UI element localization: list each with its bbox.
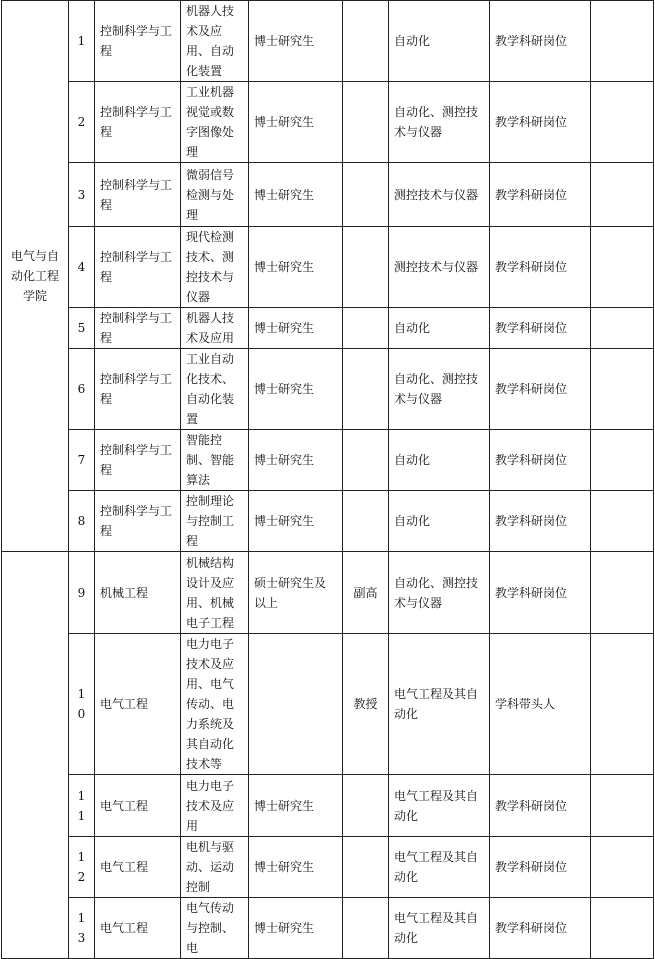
title-cell [343,82,389,163]
table-row [2,308,654,349]
degree-cell: 博士研究生 [249,837,343,898]
discipline-cell: 电气工程及其自动化 [389,775,490,837]
degree-cell: 博士研究生 [249,430,343,491]
major-cell: 控制科学与工程 [95,163,181,227]
discipline-cell: 自动化、测控技术与仪器 [389,349,490,430]
row-number: 4 [69,227,95,308]
title-cell [343,227,389,308]
direction-cell: 机器人技术及应用、自动化装置 [181,1,249,82]
degree-cell: 硕士研究生及以上 [249,552,343,634]
post-cell: 教学科研岗位 [490,308,591,349]
row-number: 3 [69,163,95,227]
direction-cell: 机械结构设计及应用、机械电子工程 [181,552,249,634]
degree-cell: 博士研究生 [249,775,343,837]
degree-cell: 博士研究生 [249,1,343,82]
table-row [2,552,654,634]
row-number: 1 [69,1,95,82]
remark-cell [591,491,654,552]
degree-cell: 博士研究生 [249,898,343,959]
degree-cell: 博士研究生 [249,82,343,163]
post-cell: 教学科研岗位 [490,163,591,227]
post-cell: 教学科研岗位 [490,491,591,552]
remark-cell [591,308,654,349]
recruitment-table [1,0,654,959]
row-number: 5 [69,308,95,349]
remark-cell [591,775,654,837]
degree-cell: 博士研究生 [249,308,343,349]
title-cell: 教授 [343,634,389,775]
remark-cell [591,634,654,775]
college-continued-cell [2,552,69,959]
table-row [2,430,654,491]
table-row [2,491,654,552]
table-row [2,227,654,308]
major-cell: 控制科学与工程 [95,491,181,552]
title-cell [343,1,389,82]
major-cell: 电气工程 [95,775,181,837]
discipline-cell: 自动化 [389,430,490,491]
remark-cell [591,837,654,898]
title-cell [343,491,389,552]
table-row [2,837,654,898]
row-number: 13 [69,898,95,959]
post-cell: 教学科研岗位 [490,1,591,82]
degree-cell [249,634,343,775]
discipline-cell: 自动化、测控技术与仪器 [389,82,490,163]
discipline-cell: 测控技术与仪器 [389,163,490,227]
row-number: 11 [69,775,95,837]
remark-cell [591,349,654,430]
college-cell: 电气与自动化工程学院 [2,1,69,552]
direction-cell: 电气传动与控制、电 [181,898,249,959]
major-cell: 控制科学与工程 [95,308,181,349]
major-cell: 控制科学与工程 [95,1,181,82]
post-cell: 学科带头人 [490,634,591,775]
title-cell: 副高 [343,552,389,634]
title-cell [343,898,389,959]
post-cell: 教学科研岗位 [490,775,591,837]
major-cell: 机械工程 [95,552,181,634]
title-cell [343,349,389,430]
remark-cell [591,1,654,82]
direction-cell: 电力电子技术及应用、电气传动、电力系统及其自动化技术等 [181,634,249,775]
direction-cell: 智能控制、智能算法 [181,430,249,491]
post-cell: 教学科研岗位 [490,349,591,430]
direction-cell: 电力电子技术及应用 [181,775,249,837]
discipline-cell: 电气工程及其自动化 [389,634,490,775]
major-cell: 控制科学与工程 [95,82,181,163]
major-cell: 电气工程 [95,837,181,898]
direction-cell: 现代检测技术、测控技术与仪器 [181,227,249,308]
row-number: 8 [69,491,95,552]
discipline-cell: 自动化 [389,491,490,552]
direction-cell: 微弱信号检测与处理 [181,163,249,227]
direction-cell: 工业机器视觉或数字图像处理 [181,82,249,163]
degree-cell: 博士研究生 [249,163,343,227]
title-cell [343,837,389,898]
row-number: 7 [69,430,95,491]
table-row [2,349,654,430]
table-row [2,898,654,959]
degree-cell: 博士研究生 [249,491,343,552]
post-cell: 教学科研岗位 [490,898,591,959]
discipline-cell: 自动化 [389,308,490,349]
post-cell: 教学科研岗位 [490,552,591,634]
post-cell: 教学科研岗位 [490,82,591,163]
table-row [2,163,654,227]
remark-cell [591,227,654,308]
post-cell: 教学科研岗位 [490,837,591,898]
row-number: 10 [69,634,95,775]
direction-cell: 控制理论与控制工程 [181,491,249,552]
row-number: 12 [69,837,95,898]
remark-cell [591,82,654,163]
discipline-cell: 自动化、测控技术与仪器 [389,552,490,634]
row-number: 9 [69,552,95,634]
title-cell [343,163,389,227]
post-cell: 教学科研岗位 [490,227,591,308]
table-row [2,775,654,837]
direction-cell: 电机与驱动、运动控制 [181,837,249,898]
major-cell: 控制科学与工程 [95,349,181,430]
major-cell: 控制科学与工程 [95,430,181,491]
remark-cell [591,898,654,959]
table-row [2,634,654,775]
major-cell: 电气工程 [95,898,181,959]
row-number: 6 [69,349,95,430]
post-cell: 教学科研岗位 [490,430,591,491]
discipline-cell: 自动化 [389,1,490,82]
remark-cell [591,430,654,491]
degree-cell: 博士研究生 [249,349,343,430]
title-cell [343,308,389,349]
degree-cell: 博士研究生 [249,227,343,308]
discipline-cell: 电气工程及其自动化 [389,898,490,959]
title-cell [343,775,389,837]
major-cell: 控制科学与工程 [95,227,181,308]
table-row [2,1,654,82]
title-cell [343,430,389,491]
direction-cell: 工业自动化技术、自动化装置 [181,349,249,430]
remark-cell [591,552,654,634]
discipline-cell: 电气工程及其自动化 [389,837,490,898]
direction-cell: 机器人技术及应用 [181,308,249,349]
major-cell: 电气工程 [95,634,181,775]
discipline-cell: 测控技术与仪器 [389,227,490,308]
table-row [2,82,654,163]
remark-cell [591,163,654,227]
row-number: 2 [69,82,95,163]
